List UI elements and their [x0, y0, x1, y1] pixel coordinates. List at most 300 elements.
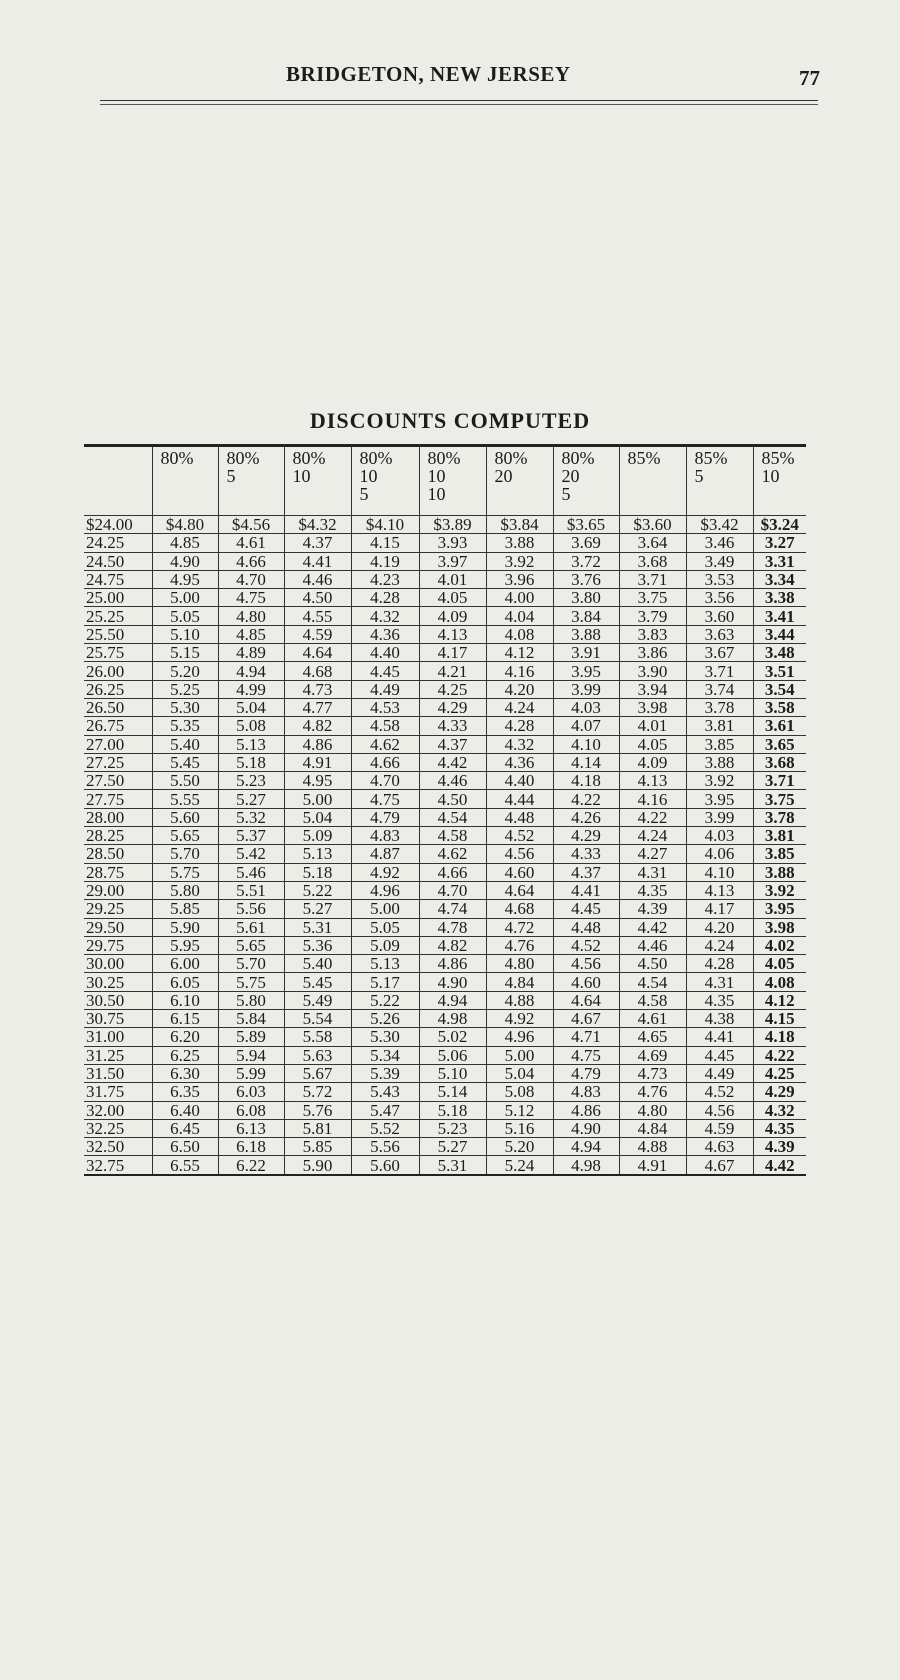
discount-cell: 5.75 [152, 863, 218, 881]
discount-cell: 6.10 [152, 991, 218, 1009]
discount-cell: 4.83 [553, 1083, 619, 1101]
discount-cell: 4.89 [218, 644, 284, 662]
list-price-cell: 30.00 [84, 955, 152, 973]
discount-cell: 5.00 [351, 900, 419, 918]
discount-cell: 4.13 [419, 625, 486, 643]
discount-cell: 5.09 [351, 936, 419, 954]
discount-cell: 5.43 [351, 1083, 419, 1101]
discount-cell: 4.54 [419, 808, 486, 826]
discount-cell: 3.92 [753, 881, 806, 899]
discount-cell: 4.62 [419, 845, 486, 863]
discount-cell: 4.28 [686, 955, 753, 973]
discount-cell: 3.83 [619, 625, 686, 643]
table-row [84, 955, 806, 973]
discount-cell: 4.21 [419, 662, 486, 680]
discount-cell: 5.13 [351, 955, 419, 973]
table-row [84, 735, 806, 753]
discount-cell: 5.27 [284, 900, 351, 918]
list-price-cell: 31.00 [84, 1028, 152, 1046]
column-header-4: 80% 10 5 [351, 446, 419, 516]
discount-cell: 5.46 [218, 863, 284, 881]
discount-cell: 4.04 [486, 607, 553, 625]
discount-cell: 4.09 [419, 607, 486, 625]
discount-cell: 5.18 [419, 1101, 486, 1119]
discount-cell: 3.95 [553, 662, 619, 680]
discount-cell: 4.25 [419, 680, 486, 698]
discount-cell: 4.22 [619, 808, 686, 826]
discount-cell: 5.27 [218, 790, 284, 808]
discount-cell: 5.65 [152, 827, 218, 845]
discount-cell: 4.06 [686, 845, 753, 863]
discount-cell: 4.84 [486, 973, 553, 991]
discount-cell: 3.92 [686, 772, 753, 790]
discount-cell: 3.41 [753, 607, 806, 625]
discount-cell: 4.73 [284, 680, 351, 698]
discount-cell: 4.10 [686, 863, 753, 881]
discount-cell: 4.52 [553, 936, 619, 954]
list-price-cell: 27.25 [84, 753, 152, 771]
discount-cell: 3.71 [753, 772, 806, 790]
discount-cell: 4.75 [351, 790, 419, 808]
list-price-cell: 25.25 [84, 607, 152, 625]
list-price-cell: 28.50 [84, 845, 152, 863]
discount-cell: 4.12 [753, 991, 806, 1009]
table-row [84, 827, 806, 845]
discount-cell: 4.54 [619, 973, 686, 991]
discount-cell: 4.15 [753, 1010, 806, 1028]
discount-cell: 5.12 [486, 1101, 553, 1119]
discount-cell: 4.65 [619, 1028, 686, 1046]
discount-cell: 5.65 [218, 936, 284, 954]
discount-cell: 4.20 [686, 918, 753, 936]
discount-cell: 4.40 [351, 644, 419, 662]
discount-cell: 5.85 [284, 1138, 351, 1156]
discount-cell: 6.03 [218, 1083, 284, 1101]
running-head: BRIDGETON, NEW JERSEY [286, 62, 571, 86]
discount-cell: 5.61 [218, 918, 284, 936]
discount-cell: 4.32 [351, 607, 419, 625]
discount-cell: 5.16 [486, 1119, 553, 1137]
discount-cell: 4.36 [486, 753, 553, 771]
discount-cell: 5.80 [218, 991, 284, 1009]
discount-cell: 3.58 [753, 698, 806, 716]
discount-cell: 4.52 [486, 827, 553, 845]
discount-cell: 4.03 [553, 698, 619, 716]
discount-cell: 5.06 [419, 1046, 486, 1064]
discount-cell: 4.85 [152, 534, 218, 552]
discount-cell: 4.61 [218, 534, 284, 552]
discount-cell: 6.13 [218, 1119, 284, 1137]
discount-cell: 6.40 [152, 1101, 218, 1119]
list-price-cell: 30.50 [84, 991, 152, 1009]
list-price-cell: 24.50 [84, 552, 152, 570]
discount-cell: 4.23 [351, 570, 419, 588]
list-price-cell: 25.50 [84, 625, 152, 643]
discount-cell: 5.85 [152, 900, 218, 918]
discount-cell: 3.63 [686, 625, 753, 643]
discount-cell: 5.23 [218, 772, 284, 790]
discount-cell: 5.37 [218, 827, 284, 845]
discount-cell: 5.17 [351, 973, 419, 991]
discount-cell: 4.68 [284, 662, 351, 680]
table-row [84, 1119, 806, 1137]
discount-cell: 4.83 [351, 827, 419, 845]
discount-cell: 4.32 [753, 1101, 806, 1119]
discount-cell: 4.98 [553, 1156, 619, 1175]
table-row [84, 589, 806, 607]
discount-cell: 6.30 [152, 1064, 218, 1082]
discount-cell: 4.70 [419, 881, 486, 899]
discount-cell: 3.54 [753, 680, 806, 698]
table-row [84, 1156, 806, 1175]
discount-cell: $4.80 [152, 516, 218, 534]
discount-cell: 4.60 [553, 973, 619, 991]
table-row [84, 717, 806, 735]
discount-cell: 4.86 [419, 955, 486, 973]
discount-cell: 5.75 [218, 973, 284, 991]
discount-cell: 4.45 [553, 900, 619, 918]
table-row [84, 625, 806, 643]
discount-cell: 5.76 [284, 1101, 351, 1119]
discount-cell: 6.00 [152, 955, 218, 973]
discount-cell: 4.24 [686, 936, 753, 954]
discount-cell: 3.81 [686, 717, 753, 735]
discount-cell: 4.67 [553, 1010, 619, 1028]
discount-cell: $3.42 [686, 516, 753, 534]
discount-cell: 4.72 [486, 918, 553, 936]
discount-cell: 4.87 [351, 845, 419, 863]
discount-cell: 4.76 [619, 1083, 686, 1101]
discount-cell: 4.01 [419, 570, 486, 588]
discount-cell: 4.35 [753, 1119, 806, 1137]
discount-cell: 3.79 [619, 607, 686, 625]
table-row [84, 607, 806, 625]
discount-cell: 3.51 [753, 662, 806, 680]
discount-cell: 5.18 [218, 753, 284, 771]
table-row [84, 644, 806, 662]
discount-cell: 5.04 [284, 808, 351, 826]
discount-cell: 4.91 [284, 753, 351, 771]
discount-cell: 5.95 [152, 936, 218, 954]
discount-cell: 4.79 [351, 808, 419, 826]
discount-cell: 4.01 [619, 717, 686, 735]
discount-cell: 4.74 [419, 900, 486, 918]
discount-cell: 4.26 [553, 808, 619, 826]
table-row [84, 918, 806, 936]
discount-cell: 4.80 [619, 1101, 686, 1119]
list-price-cell: 25.75 [84, 644, 152, 662]
table-row [84, 863, 806, 881]
discount-cell: 4.05 [619, 735, 686, 753]
discount-cell: 4.27 [619, 845, 686, 863]
discount-cell: 4.42 [619, 918, 686, 936]
discount-cell: 6.20 [152, 1028, 218, 1046]
discount-cell: 3.96 [486, 570, 553, 588]
discount-cell: 4.70 [218, 570, 284, 588]
table-row [84, 936, 806, 954]
table-row [84, 900, 806, 918]
discount-cell: 3.94 [619, 680, 686, 698]
discount-cell: 3.68 [619, 552, 686, 570]
discount-cell: 4.82 [419, 936, 486, 954]
discount-cell: 5.26 [351, 1010, 419, 1028]
discount-cell: 4.33 [553, 845, 619, 863]
discount-cell: 4.58 [419, 827, 486, 845]
discount-cell: 3.64 [619, 534, 686, 552]
table-row [84, 772, 806, 790]
discount-cell: 5.42 [218, 845, 284, 863]
discount-cell: 4.16 [619, 790, 686, 808]
table-row [84, 881, 806, 899]
table-row [84, 845, 806, 863]
discount-cell: 3.88 [553, 625, 619, 643]
discount-cell: 5.08 [218, 717, 284, 735]
list-price-cell: 26.75 [84, 717, 152, 735]
discount-cell: 5.72 [284, 1083, 351, 1101]
discount-cell: 4.84 [619, 1119, 686, 1137]
discount-cell: 4.38 [686, 1010, 753, 1028]
discount-cell: 5.04 [486, 1064, 553, 1082]
discount-cell: 4.16 [486, 662, 553, 680]
discount-cell: 4.41 [284, 552, 351, 570]
discount-cell: 4.66 [351, 753, 419, 771]
discount-cell: 3.78 [753, 808, 806, 826]
table-row [84, 973, 806, 991]
discount-cell: 4.80 [486, 955, 553, 973]
discount-cell: 4.31 [686, 973, 753, 991]
discount-cell: 5.94 [218, 1046, 284, 1064]
discount-cell: 5.13 [284, 845, 351, 863]
discount-cell: 5.56 [218, 900, 284, 918]
discount-cell: 6.22 [218, 1156, 284, 1175]
discount-cell: 3.85 [686, 735, 753, 753]
table-row [84, 1046, 806, 1064]
discount-cell: 4.75 [553, 1046, 619, 1064]
discount-cell: 5.70 [152, 845, 218, 863]
discount-cell: 3.34 [753, 570, 806, 588]
table-row [84, 753, 806, 771]
discount-cell: 4.45 [686, 1046, 753, 1064]
discount-cell: 3.85 [753, 845, 806, 863]
discount-cell: $3.84 [486, 516, 553, 534]
discount-cell: 4.35 [619, 881, 686, 899]
discount-cell: 4.24 [486, 698, 553, 716]
discount-cell: 4.44 [486, 790, 553, 808]
discount-cell: 4.31 [619, 863, 686, 881]
header-rule-secondary [100, 104, 818, 105]
discounts-table-container [84, 444, 806, 1176]
discount-cell: $3.65 [553, 516, 619, 534]
discount-cell: 5.24 [486, 1156, 553, 1175]
list-price-cell: 28.75 [84, 863, 152, 881]
column-header-2: 80% 5 [218, 446, 284, 516]
discount-cell: 4.18 [553, 772, 619, 790]
list-price-cell: 29.00 [84, 881, 152, 899]
column-header-7: 80% 20 5 [553, 446, 619, 516]
discount-cell: 3.44 [753, 625, 806, 643]
discount-cell: 4.63 [686, 1138, 753, 1156]
discount-cell: 4.50 [419, 790, 486, 808]
discount-cell: 4.14 [553, 753, 619, 771]
discount-cell: 4.42 [419, 753, 486, 771]
discount-cell: 3.38 [753, 589, 806, 607]
list-price-cell: 26.25 [84, 680, 152, 698]
column-header-1: 80% [152, 446, 218, 516]
discount-cell: 4.39 [753, 1138, 806, 1156]
list-price-cell: 24.75 [84, 570, 152, 588]
discount-cell: 5.80 [152, 881, 218, 899]
discount-cell: 4.76 [486, 936, 553, 954]
discount-cell: 4.92 [351, 863, 419, 881]
discount-cell: 4.05 [753, 955, 806, 973]
discount-cell: 4.03 [686, 827, 753, 845]
discount-cell: $4.10 [351, 516, 419, 534]
discount-cell: 5.90 [152, 918, 218, 936]
discount-cell: 4.52 [686, 1083, 753, 1101]
discount-cell: 5.00 [284, 790, 351, 808]
discount-cell: 3.99 [553, 680, 619, 698]
discount-cell: 5.05 [152, 607, 218, 625]
header-rule [100, 100, 818, 101]
discount-cell: 4.64 [553, 991, 619, 1009]
discount-cell: 4.90 [553, 1119, 619, 1137]
discount-cell: $4.32 [284, 516, 351, 534]
discount-cell: 4.10 [553, 735, 619, 753]
column-header-10: 85% 10 [753, 446, 806, 516]
list-price-cell: $24.00 [84, 516, 152, 534]
discount-cell: 4.94 [218, 662, 284, 680]
discount-cell: 5.58 [284, 1028, 351, 1046]
discount-cell: 4.94 [553, 1138, 619, 1156]
discount-cell: 5.35 [152, 717, 218, 735]
discount-cell: 5.05 [351, 918, 419, 936]
discount-cell: 3.95 [753, 900, 806, 918]
discount-cell: 3.75 [753, 790, 806, 808]
discount-cell: 4.73 [619, 1064, 686, 1082]
discount-cell: 3.72 [553, 552, 619, 570]
discount-cell: 5.40 [284, 955, 351, 973]
discount-cell: 5.30 [152, 698, 218, 716]
discount-cell: 3.95 [686, 790, 753, 808]
discount-cell: 4.46 [284, 570, 351, 588]
discount-cell: 4.75 [218, 589, 284, 607]
discount-cell: 3.48 [753, 644, 806, 662]
discount-cell: 4.08 [753, 973, 806, 991]
discount-cell: 6.50 [152, 1138, 218, 1156]
discount-cell: 3.86 [619, 644, 686, 662]
table-row [84, 680, 806, 698]
discount-cell: 3.74 [686, 680, 753, 698]
discount-cell: 4.50 [284, 589, 351, 607]
discount-cell: 4.94 [419, 991, 486, 1009]
discount-cell: 4.08 [486, 625, 553, 643]
table-row [84, 808, 806, 826]
discount-cell: 5.10 [152, 625, 218, 643]
discount-cell: 4.22 [553, 790, 619, 808]
discount-cell: 5.32 [218, 808, 284, 826]
discount-cell: 4.45 [351, 662, 419, 680]
discount-cell: 4.86 [284, 735, 351, 753]
table-row [84, 991, 806, 1009]
discount-cell: 5.45 [152, 753, 218, 771]
discount-cell: 4.92 [486, 1010, 553, 1028]
list-price-cell: 32.00 [84, 1101, 152, 1119]
list-price-cell: 31.25 [84, 1046, 152, 1064]
discount-cell: 4.90 [419, 973, 486, 991]
discount-cell: 3.93 [419, 534, 486, 552]
discount-cell: 4.28 [351, 589, 419, 607]
discount-cell: 5.00 [486, 1046, 553, 1064]
table-row [84, 516, 806, 534]
discount-cell: 5.27 [419, 1138, 486, 1156]
discount-cell: 3.60 [686, 607, 753, 625]
discount-cell: $4.56 [218, 516, 284, 534]
table-row [84, 698, 806, 716]
table-row [84, 1083, 806, 1101]
discount-cell: 3.98 [619, 698, 686, 716]
discount-cell: 3.68 [753, 753, 806, 771]
list-price-cell: 25.00 [84, 589, 152, 607]
list-price-cell: 24.25 [84, 534, 152, 552]
discount-cell: $3.24 [753, 516, 806, 534]
discount-cell: 6.15 [152, 1010, 218, 1028]
discount-cell: 4.19 [351, 552, 419, 570]
discount-cell: 4.49 [351, 680, 419, 698]
discount-cell: 4.85 [218, 625, 284, 643]
discount-cell: 4.53 [351, 698, 419, 716]
discount-cell: 4.13 [686, 881, 753, 899]
list-price-cell: 26.50 [84, 698, 152, 716]
discount-cell: 4.71 [553, 1028, 619, 1046]
discount-cell: 5.81 [284, 1119, 351, 1137]
discount-cell: 4.33 [419, 717, 486, 735]
discount-cell: 5.99 [218, 1064, 284, 1082]
discount-cell: 5.31 [284, 918, 351, 936]
discount-cell: 5.47 [351, 1101, 419, 1119]
discount-cell: 3.81 [753, 827, 806, 845]
column-header-5: 80% 10 10 [419, 446, 486, 516]
discount-cell: 4.36 [351, 625, 419, 643]
list-price-cell: 26.00 [84, 662, 152, 680]
discount-cell: 4.66 [419, 863, 486, 881]
discount-cell: 5.51 [218, 881, 284, 899]
discount-cell: 4.46 [619, 936, 686, 954]
discount-cell: 4.95 [284, 772, 351, 790]
discount-cell: 4.37 [419, 735, 486, 753]
discount-cell: 4.48 [553, 918, 619, 936]
discount-cell: 4.17 [419, 644, 486, 662]
discount-cell: 4.82 [284, 717, 351, 735]
discount-cell: 3.88 [686, 753, 753, 771]
discount-cell: 5.39 [351, 1064, 419, 1082]
discount-cell: 4.62 [351, 735, 419, 753]
list-price-cell: 30.25 [84, 973, 152, 991]
page-number: 77 [799, 66, 820, 90]
discount-cell: 5.60 [152, 808, 218, 826]
discount-cell: 3.56 [686, 589, 753, 607]
discount-cell: 3.78 [686, 698, 753, 716]
discount-cell: $3.89 [419, 516, 486, 534]
discount-cell: 4.68 [486, 900, 553, 918]
table-body [84, 516, 806, 1175]
list-price-cell: 28.25 [84, 827, 152, 845]
discount-cell: 4.66 [218, 552, 284, 570]
discount-cell: 6.08 [218, 1101, 284, 1119]
column-header-9: 85% 5 [686, 446, 753, 516]
discount-cell: 4.69 [619, 1046, 686, 1064]
discount-cell: 4.86 [553, 1101, 619, 1119]
table-row [84, 1138, 806, 1156]
